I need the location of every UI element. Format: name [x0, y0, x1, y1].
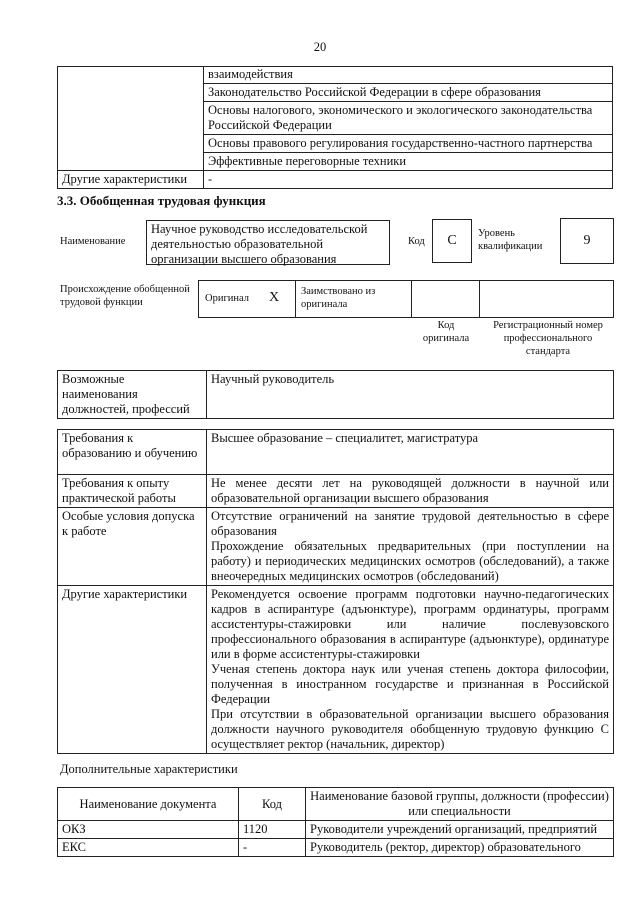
additional-header: Наименование документа	[58, 788, 239, 821]
knowledge-row: Основы правового регулирования государственно-частного партнерства	[204, 135, 613, 153]
requirement-label: Требования к опыту практической работы	[58, 475, 207, 508]
requirement-value	[207, 430, 614, 475]
function-name-value: Научное руководство исследовательской деятельностью образовательной организации высшего образования	[151, 222, 368, 266]
additional-cell: Руководитель (ректор, директор) образовательного	[306, 839, 614, 857]
positions-table	[57, 370, 614, 419]
borrowed-label: Заимствовано из оригинала	[301, 286, 376, 310]
additional-header: Наименование базовой группы, должности (профессии) или специальности	[306, 788, 614, 821]
requirement-line: Рекомендуется освоение программ подготовки научно-педагогических кадров в аспирантуре (адъюнктуре), программ ординатуры, программ ассистентуры-стажировки или наличие послевузовского профессионального образования в аспирантуре (адъюнктуре), ординатуре или в форме ассистентуры-стажировки	[211, 587, 609, 661]
origin-divider	[411, 281, 412, 317]
code-value: C	[447, 233, 457, 248]
additional-cell: Руководители учреждений организаций, предприятий	[306, 821, 614, 839]
additional-title: Дополнительные характеристики	[60, 762, 238, 776]
origin-label: Происхождение обобщенной трудовой функции	[60, 284, 190, 308]
function-name-box	[146, 220, 390, 265]
knowledge-table	[57, 66, 613, 189]
page-number: 20	[313, 40, 327, 54]
positions-value: Научный руководитель	[207, 371, 614, 419]
other-characteristics-value: -	[204, 171, 613, 189]
additional-cell: ЕКС	[58, 839, 239, 857]
code-box	[432, 219, 472, 263]
requirement-label: Требования к образованию и обучению	[58, 430, 207, 475]
requirement-line: Высшее образование – специалитет, магистратура	[211, 431, 479, 445]
original-label: Оригинал	[205, 293, 249, 304]
level-box	[560, 218, 614, 264]
name-label: Наименование	[60, 236, 126, 247]
additional-cell: ОКЗ	[58, 821, 239, 839]
code-caption: Код оригинала	[422, 320, 470, 344]
code-label: Код	[408, 236, 425, 247]
knowledge-row: Законодательство Российской Федерации в сфере образования	[204, 84, 613, 102]
additional-header: Код	[239, 788, 306, 821]
requirement-value	[207, 475, 614, 508]
section-title: 3.3. Обобщенная трудовая функция	[57, 193, 266, 208]
positions-label: Возможные наименования должностей, профессий	[58, 371, 207, 419]
requirement-line: Ученая степень доктора наук или ученая степень доктора философии, полученная в иностранном государстве и признанная в Российской Федерации	[211, 662, 609, 706]
reg-caption: Регистрационный номер профессионального стандарта	[493, 320, 603, 357]
requirement-label: Особые условия допуска к работе	[58, 508, 207, 586]
requirement-label: Другие характеристики	[58, 586, 207, 754]
level-value: 9	[583, 233, 591, 248]
additional-cell: 1120	[239, 821, 306, 839]
requirement-line: Не менее десяти лет на руководящей должности в научной или образовательной организации высшего образования	[211, 476, 609, 505]
origin-divider	[479, 281, 480, 317]
requirement-line: Отсутствие ограничений на занятие трудовой деятельностью в сфере образования	[211, 509, 609, 538]
requirement-line: При отсутствии в образовательной организации высшего образования должности научного руководителя обобщенную трудовую функцию С осуществляет ректор (начальник, директор)	[211, 707, 609, 751]
requirement-value	[207, 586, 614, 754]
requirement-value	[207, 508, 614, 586]
original-mark: X	[269, 290, 280, 305]
level-label: Уровень квалификации	[478, 228, 543, 252]
origin-divider	[295, 281, 296, 317]
knowledge-row: Основы налогового, экономического и экологического законодательства Российской Федерации	[204, 102, 613, 135]
knowledge-row: Эффективные переговорные техники	[204, 153, 613, 171]
additional-table	[57, 787, 614, 857]
other-characteristics-label: Другие характеристики	[58, 171, 204, 189]
requirement-line: Прохождение обязательных предварительных (при поступлении на работу) и периодических медицинских осмотров (обследований), а также внеочередных медицинских осмотров (обследований)	[211, 539, 609, 583]
knowledge-row: взаимодействия	[204, 67, 613, 84]
additional-cell: -	[239, 839, 306, 857]
origin-table	[198, 280, 614, 318]
requirements-table	[57, 429, 614, 754]
knowledge-label-cell	[58, 67, 204, 171]
